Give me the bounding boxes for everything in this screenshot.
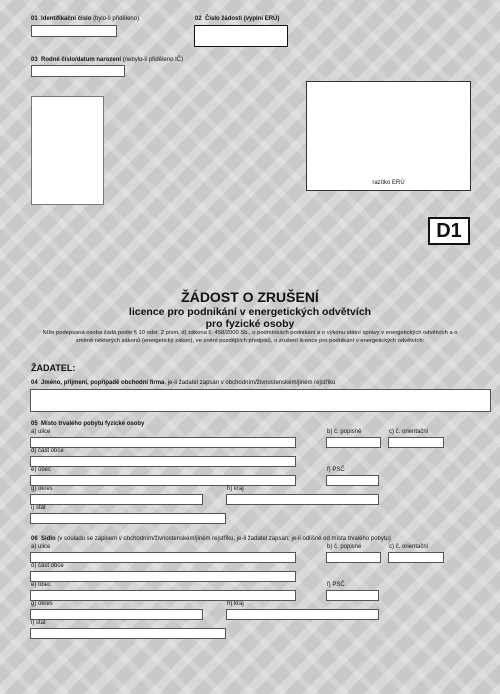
section-06-note: (v souladu se zápisem v obchodním/živnostenském/jiném rejstříku, je-li žadatel zapsán; je-li odlišné od místa trvalého pobytu) xyxy=(57,536,391,542)
s05-state-label: i) stát xyxy=(31,505,46,511)
section-05-title: Místo trvalého pobytu fyzické osoby xyxy=(41,421,145,427)
s06-region-label: h) kraj xyxy=(227,601,244,607)
s05-region-label: h) kraj xyxy=(227,486,244,492)
s05-orientation-number-field[interactable] xyxy=(388,437,444,448)
s06-region-field[interactable] xyxy=(226,609,379,620)
s05-street-label: a) ulice xyxy=(31,429,51,435)
field-02-title: Číslo žádosti (vyplní ERÚ) xyxy=(205,16,280,22)
field-03-title: Rodné číslo/datum narození xyxy=(41,57,122,63)
field-03-number: 03 xyxy=(31,57,38,63)
s06-street-label: a) ulice xyxy=(31,544,51,550)
stamp-box xyxy=(306,81,471,191)
section-06-label xyxy=(31,536,391,543)
field-02-label xyxy=(195,16,279,23)
name-field[interactable] xyxy=(30,389,491,412)
s06-municipality-field[interactable] xyxy=(30,590,296,601)
s05-municipality-field[interactable] xyxy=(30,475,296,486)
s06-postcode-field[interactable] xyxy=(326,590,379,601)
s06-orientation-number-field[interactable] xyxy=(388,552,444,563)
s06-house-number-label: b) č. popisné xyxy=(327,544,362,550)
intro-text: Níže podepsaná osoba žádá podle § 10 odst. 2 písm. d) zákona č. 458/2000 Sb., o podmínkách podnikání a o výkonu státní správy v energetických odvětvích a o změně některých zákonů (energetický zákon), ve znění pozdějších předpisů, o zrušení licence pro podnikání v energetických odvětvích: xyxy=(42,330,458,344)
s06-orientation-number-label: c) č. orientační xyxy=(389,544,429,550)
s05-state-field[interactable] xyxy=(30,513,226,524)
field-02-number: 02 xyxy=(195,16,202,22)
s05-house-number-label: b) č. popisné xyxy=(327,429,362,435)
section-06-number: 06 xyxy=(31,536,38,542)
s06-state-label: i) stát xyxy=(31,620,46,626)
applicant-heading: ŽADATEL: xyxy=(31,363,76,373)
photo-area xyxy=(31,96,104,205)
s06-district-part-label: d) část obce xyxy=(31,563,64,569)
section-04-label xyxy=(31,380,335,387)
s06-house-number-field[interactable] xyxy=(326,552,381,563)
s06-municipality-label: e) obec xyxy=(31,582,52,588)
application-number-field[interactable] xyxy=(194,25,288,47)
s05-house-number-field[interactable] xyxy=(326,437,381,448)
field-03-note: (nebylo-li přiděleno IČ) xyxy=(122,57,184,63)
s06-district-part-field[interactable] xyxy=(30,571,296,582)
stamp-label: razítko ERÚ xyxy=(372,180,405,186)
section-06-title: Sídlo xyxy=(41,536,56,542)
field-01-number: 01 xyxy=(31,16,38,22)
section-04-number: 04 xyxy=(31,380,38,386)
section-04-title: Jméno, příjmení, popřípadě obchodní firma xyxy=(41,380,165,386)
birth-number-field[interactable] xyxy=(31,65,125,77)
s06-postcode-label: f) PSČ xyxy=(327,582,345,588)
section-04-note: , je-li žadatel zapsán v obchodním/živnostenském/jiném rejstříku xyxy=(164,380,336,386)
s06-state-field[interactable] xyxy=(30,628,226,639)
form-code-badge: D1 xyxy=(428,217,470,245)
s05-orientation-number-label: c) č. orientační xyxy=(389,429,429,435)
s05-county-label: g) okres xyxy=(31,486,53,492)
section-05-number: 05 xyxy=(31,421,38,427)
s06-street-field[interactable] xyxy=(30,552,296,563)
s05-postcode-field[interactable] xyxy=(326,475,379,486)
s05-street-field[interactable] xyxy=(30,437,296,448)
section-05-label xyxy=(31,421,144,428)
s05-district-part-label: d) část obce xyxy=(31,448,64,454)
s05-county-field[interactable] xyxy=(30,494,203,505)
field-01-label xyxy=(31,16,139,23)
field-01-note: (bylo-li přiděleno) xyxy=(93,16,140,22)
s06-county-field[interactable] xyxy=(30,609,203,620)
form-subtitle: licence pro podnikání v energetických odvětvích xyxy=(128,306,372,318)
s05-municipality-label: e) obec xyxy=(31,467,52,473)
s05-postcode-label: f) PSČ xyxy=(327,467,345,473)
s05-region-field[interactable] xyxy=(226,494,379,505)
form-title: ŽÁDOST O ZRUŠENÍ xyxy=(181,289,319,305)
s05-district-part-field[interactable] xyxy=(30,456,296,467)
identification-number-field[interactable] xyxy=(31,25,117,37)
s06-county-label: g) okres xyxy=(31,601,53,607)
field-03-label xyxy=(31,57,183,64)
field-01-title: Identifikační číslo xyxy=(41,16,92,22)
form-subtitle-2: pro fyzické osoby xyxy=(205,318,295,330)
